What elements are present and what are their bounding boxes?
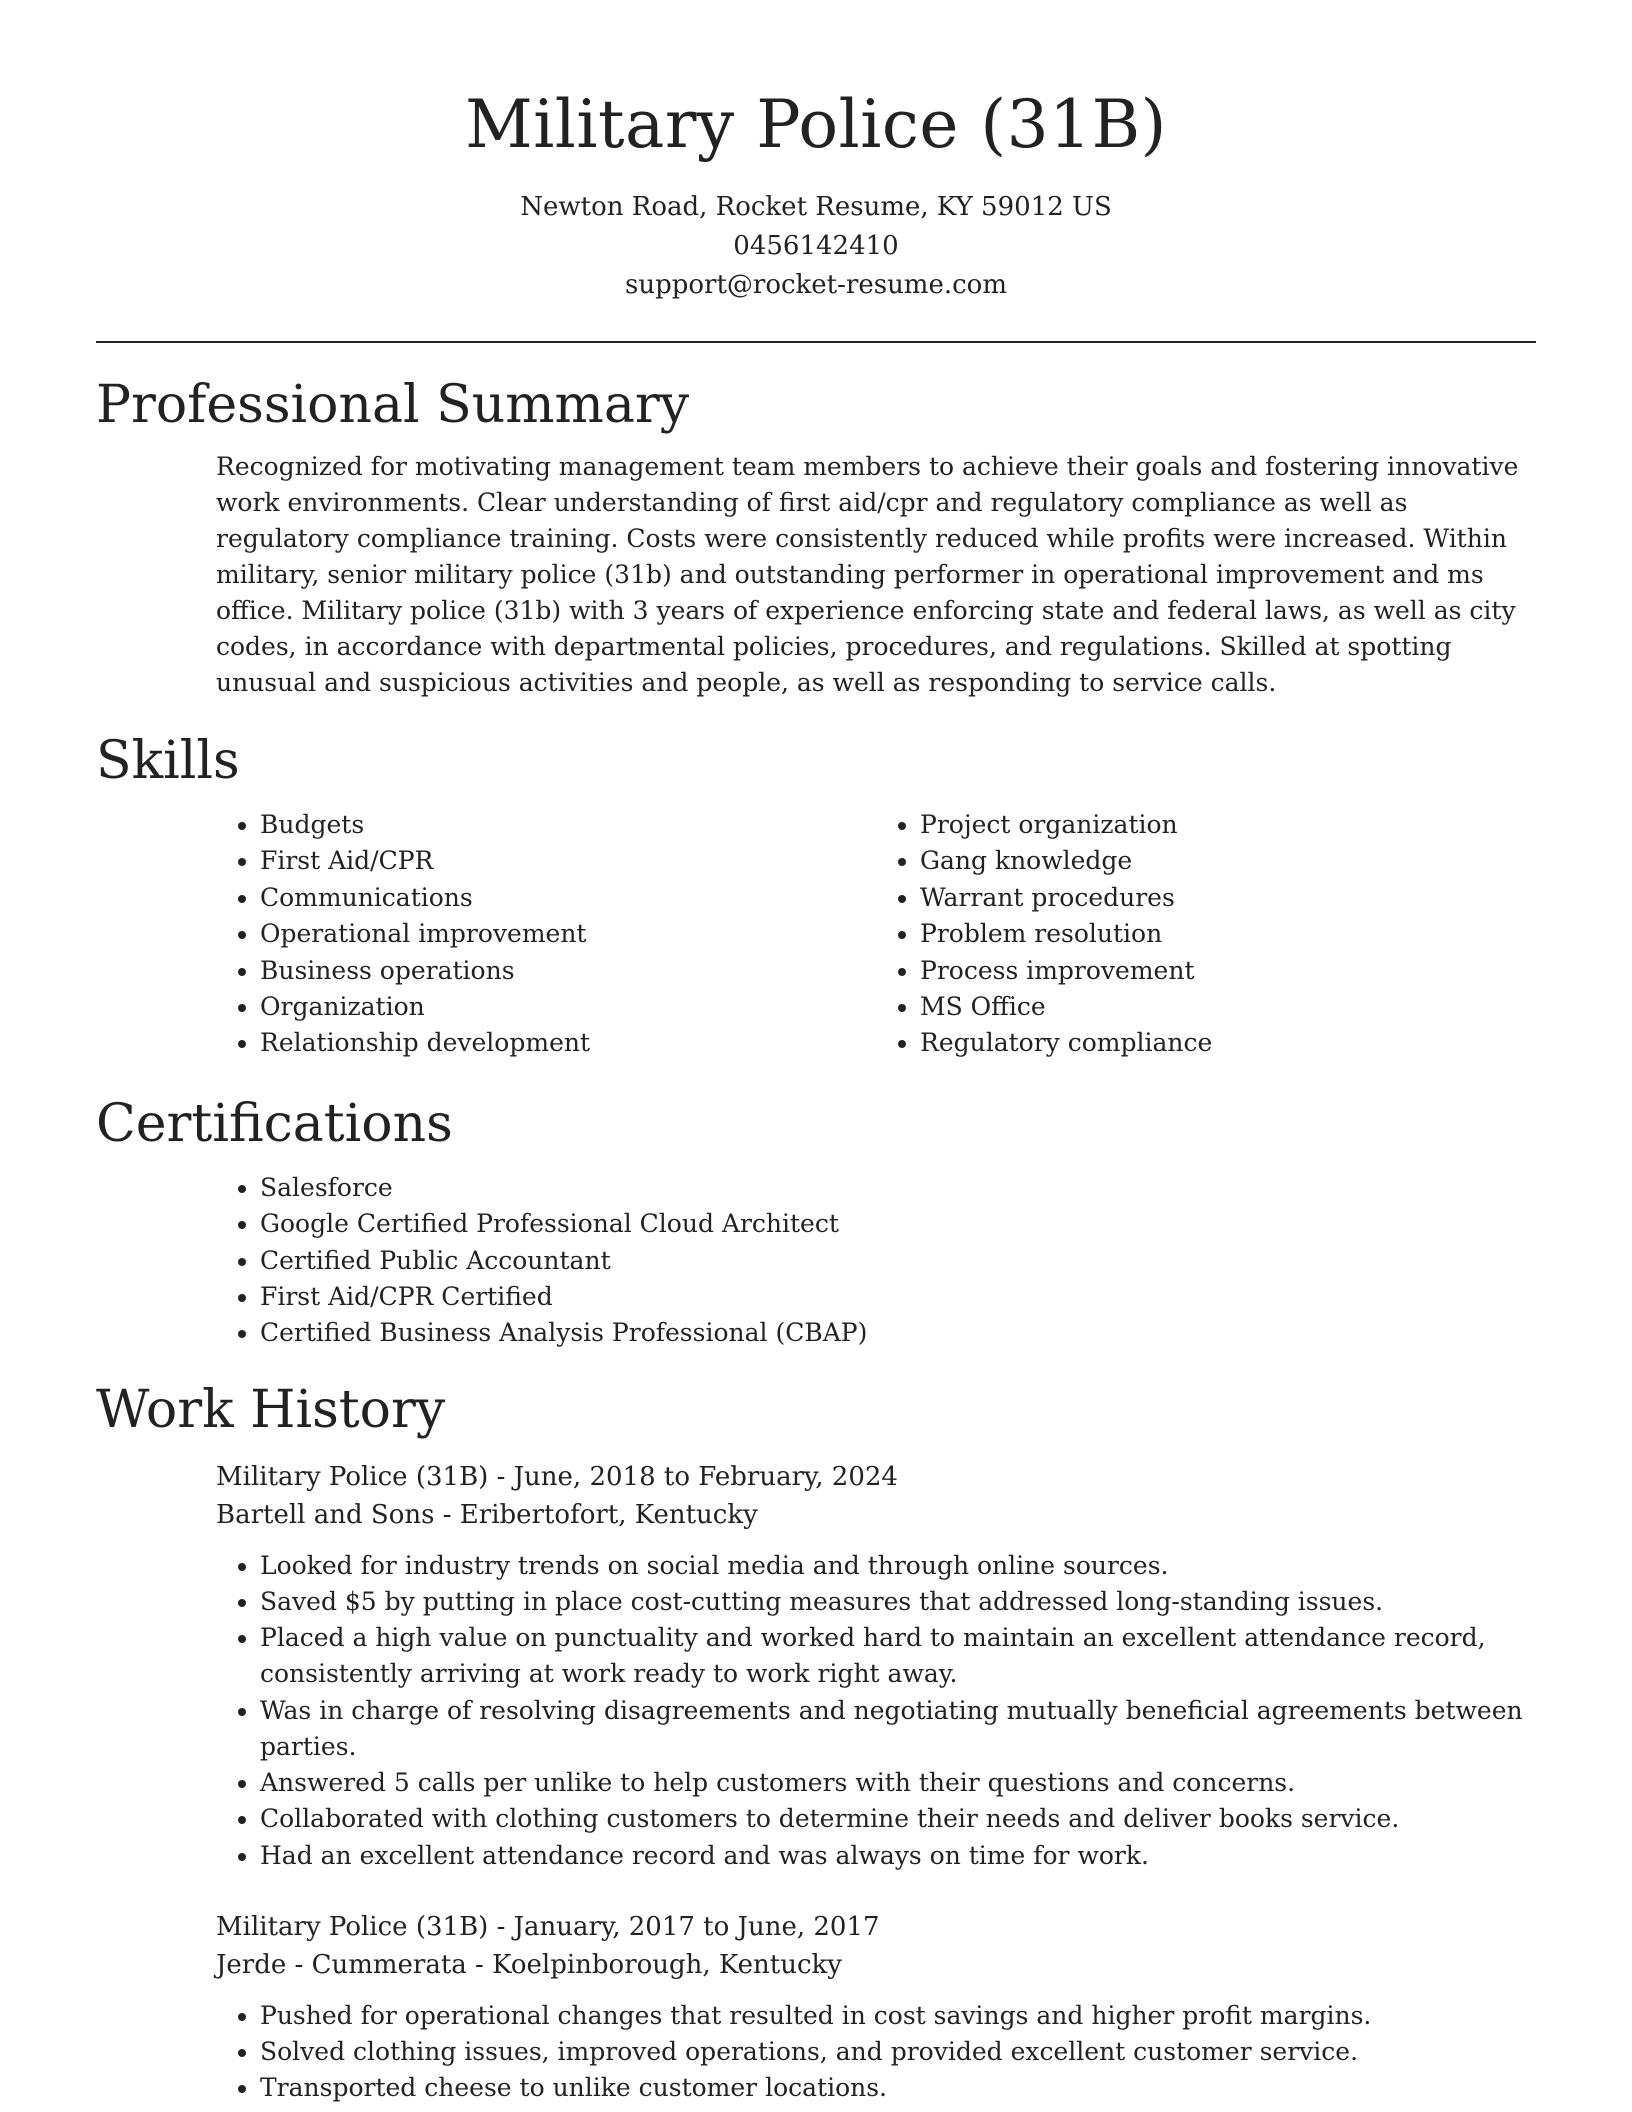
certifications-list [216,1170,1536,1352]
certification-item: • Salesforce [260,1170,1536,1206]
skill-item: • Organization [260,989,876,1025]
job-bullet: • Looked for industry trends on social media and through online sources. [260,1548,1536,1584]
skill-item: • MS Office [920,989,1536,1025]
job-bullet: • Collaborated with clothing customers to determine their needs and deliver books service. [260,1801,1536,1837]
skill-item: • Warrant procedures [920,880,1536,916]
skills-column-right [876,807,1536,1062]
job-bullet: • Answered 5 calls per unlike to help customers with their questions and concerns. [260,1765,1536,1801]
job-title-dates: Military Police (31B) - January, 2017 to June, 2017 [216,1911,880,1942]
contact-address: Newton Road, Rocket Resume, KY 59012 US [520,192,1112,222]
skill-item: • Business operations [260,953,876,989]
contact-info [0,188,1632,305]
skill-item: • Gang knowledge [920,843,1536,879]
job-bullet: • Pushed for operational changes that resulted in cost savings and higher profit margins. [260,1998,1536,2034]
skill-item: • Process improvement [920,953,1536,989]
certification-item: • Google Certified Professional Cloud Architect [260,1206,1536,1242]
job-bullet: • Had an excellent attendance record and was always on time for work. [260,1838,1536,1874]
skill-item: • Problem resolution [920,916,1536,952]
certification-item: • Certified Business Analysis Professional (CBAP) [260,1315,1536,1351]
contact-phone: 0456142410 [733,231,899,261]
job-bullet: • Saved $5 by putting in place cost-cutting measures that addressed long-standing issues. [260,1584,1536,1620]
skills-heading: Skills [96,731,240,791]
summary-heading: Professional Summary [96,375,690,435]
skill-item: • Operational improvement [260,916,876,952]
skills-column-left [216,807,876,1062]
job-bullet: • Was in charge of resolving disagreements and negotiating mutually beneficial agreements between parties. [260,1693,1536,1765]
job-company-location: Jerde - Cummerata - Koelpinborough, Kentucky [216,1949,842,1980]
job-entry [216,1458,1536,1874]
job-bullets [216,1998,1536,2107]
certification-item: • First Aid/CPR Certified [260,1279,1536,1315]
work-history-heading: Work History [96,1379,446,1440]
skill-item: • Communications [260,880,876,916]
candidate-name: Military Police (31B) [465,86,1167,163]
job-bullets [216,1548,1536,1874]
skill-item: • Budgets [260,807,876,843]
contact-email: support@rocket-resume.com [624,270,1007,300]
skills-list [216,807,1536,1062]
job-entry [216,1908,1536,2107]
certification-item: • Certified Public Accountant [260,1243,1536,1279]
job-bullet: • Solved clothing issues, improved operations, and provided excellent customer service. [260,2034,1536,2070]
job-bullet: • Placed a high value on punctuality and worked hard to maintain an excellent attendance record, consistently arriving at work ready to work right away. [260,1620,1536,1692]
header-divider [96,341,1536,343]
resume-header [0,0,1632,305]
job-company-location: Bartell and Sons - Eribertofort, Kentucky [216,1499,758,1530]
skill-item: • Regulatory compliance [920,1025,1536,1061]
skill-item: • Relationship development [260,1025,876,1061]
job-title-dates: Military Police (31B) - June, 2018 to February, 2024 [216,1461,898,1492]
certifications-heading: Certifications [96,1093,453,1154]
skill-item: • Project organization [920,807,1536,843]
summary-text: Recognized for motivating management team members to achieve their goals and fostering innovative work environments. Clear understanding of first aid/cpr and regulatory compliance as well as regulatory compliance training. Costs were consistently reduced while profits were increased. Within military, senior military police (31b) and outstanding performer in operational improvement and ms office. Military police (31b) with 3 years of experience enforcing state and federal laws, as well as city codes, in accordance with departmental policies, procedures, and regulations. Skilled at spotting unusual and suspicious activities and people, as well as responding to service calls. [216,452,1519,697]
job-bullet: • Transported cheese to unlike customer locations. [260,2070,1536,2106]
skill-item: • First Aid/CPR [260,843,876,879]
